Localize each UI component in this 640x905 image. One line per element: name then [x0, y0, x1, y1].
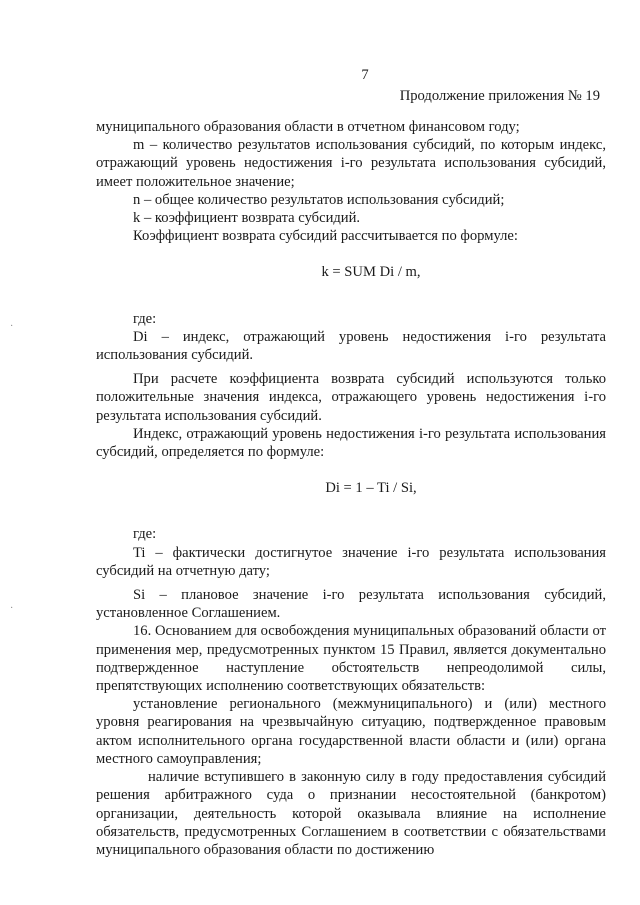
paragraph-court-decision: наличие вступившего в законную силу в году предоставления субсидий решения арбитражного суда о признании несостоятельной (банкротом) организации, деятельность которой оказывала влияние на исполнение обязательств, предусмотренных Соглашением в соответствии с обязательствами муниципального образования области по достижению — [96, 769, 606, 858]
paragraph-positive-values: При расчете коэффициента возврата субсидий используются только положительные значения индекса, отражающего уровень недостижения i-го результата использования субсидий. — [96, 371, 606, 424]
margin-mark: · — [10, 603, 14, 614]
paragraph-emergency: установление регионального (межмуниципального) и (или) местного уровня реагирования на чрезвычайную ситуацию, подтвержденное правовым актом исполнительного органа государственной власти области и (или) органа местного самоуправления; — [96, 696, 606, 767]
where-label: где: — [133, 310, 157, 327]
paragraph-formula-intro: Коэффициент возврата субсидий рассчитывается по формуле: — [133, 228, 518, 245]
paragraph-ti-definition: Ti – фактически достигнутое значение i-го результата использования субсидий на отчетную дату; — [96, 544, 606, 579]
formula-di: Di = 1 – Ti / Si, — [325, 480, 417, 497]
margin-mark: · — [10, 321, 14, 332]
document-body — [96, 118, 606, 859]
paragraph-m-definition: m – количество результатов использования субсидий, по которым индекс, отражающий уровень недостижения i-го результата использования субсидий, имеет положительное значение; — [96, 137, 606, 190]
formula-k: k = SUM Di / m, — [321, 264, 421, 281]
paragraph-16: 16. Основанием для освобождения муниципальных образований области от применения мер, предусмотренных пунктом 15 Правил, является документально подтвержденное наступление обстоятельств непреодолимой силы, препятствующих исполнению соответствующих обязательств: — [96, 623, 606, 695]
paragraph-si-definition: Si – плановое значение i-го результата использования субсидий, установленное Соглашением. — [96, 587, 606, 622]
appendix-header: Продолжение приложения № 19 — [399, 88, 600, 104]
paragraph-continuation: муниципального образования области в отчетном финансовом году; — [96, 119, 520, 135]
where-label-2: где: — [133, 526, 157, 543]
paragraph-di-definition: Di – индекс, отражающий уровень недостижения i-го результата использования субсидий. — [96, 328, 606, 364]
paragraph-n-definition: n – общее количество результатов использования субсидий; — [133, 191, 505, 208]
paragraph-k-definition: k – коэффициент возврата субсидий. — [133, 210, 361, 227]
paragraph-index-formula-intro: Индекс, отражающий уровень недостижения i-го результата использования субсидий, определяется по формуле: — [96, 425, 606, 461]
page-number: 7 — [361, 67, 369, 83]
